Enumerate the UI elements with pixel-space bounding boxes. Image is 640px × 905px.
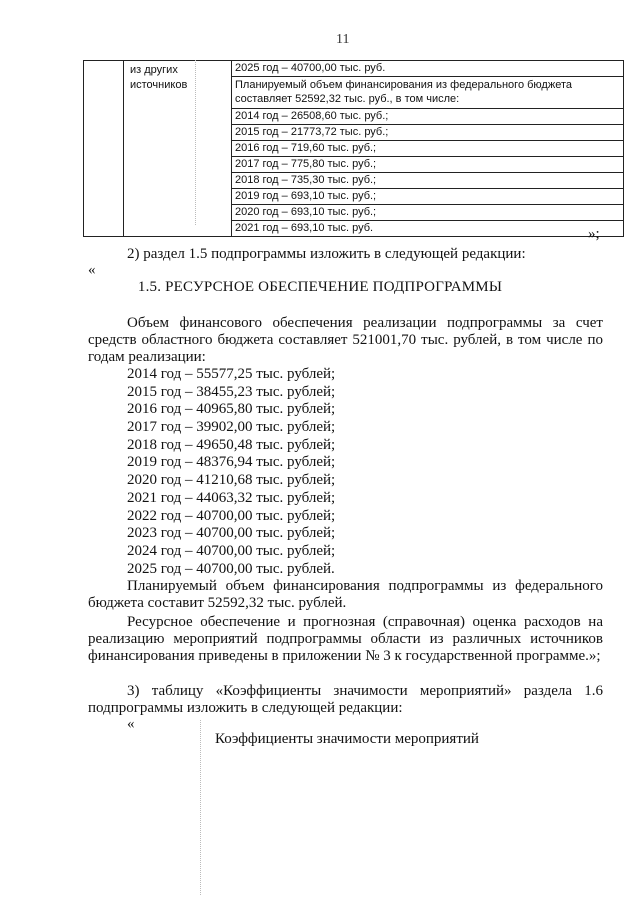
list-item: 2020 год – 41210,68 тыс. рублей;	[127, 472, 336, 489]
closing-quote: »;	[588, 226, 600, 242]
source-label-line-2: источников	[130, 79, 188, 91]
list-item: 2025 год – 40700,00 тыс. рублей.	[127, 560, 335, 577]
section-title: 1.5. РЕСУРСНОЕ ОБЕСПЕЧЕНИЕ ПОДПРОГРАММЫ	[137, 279, 503, 295]
list-item: 2024 год – 40700,00 тыс. рублей;	[127, 542, 336, 559]
item-3-paragraph: 3) таблицу «Коэффициенты значимости мероприятий» раздела 1.6 подпрограммы изложить в следующей редакции:	[88, 683, 603, 716]
financing-line: Планируемый объем финансирования из федерального бюджета составляет 52592,32 тыс. руб., в том числе:	[232, 77, 623, 109]
scan-artifact	[200, 720, 201, 895]
list-item: 2023 год – 40700,00 тыс. рублей;	[127, 525, 336, 542]
financing-line: 2016 год – 719,60 тыс. руб.;	[232, 141, 623, 157]
list-item: 2014 год – 55577,25 тыс. рублей;	[127, 366, 336, 382]
scan-artifact	[195, 60, 196, 225]
financing-line: 2015 год – 21773,72 тыс. руб.;	[232, 125, 623, 141]
list-item: 2017 год – 39902,00 тыс. рублей;	[127, 419, 336, 436]
list-item: 2021 год – 44063,32 тыс. рублей;	[127, 489, 336, 506]
page-number: 11	[336, 32, 350, 47]
federal-paragraph: Планируемый объем финансирования подпрограммы из федерального бюджета составит 52592,32 тыс. рублей.	[88, 578, 603, 611]
item-2-instruction: 2) раздел 1.5 подпрограммы изложить в следующей редакции:	[127, 246, 526, 262]
list-item: 2016 год – 40965,80 тыс. рублей;	[127, 401, 336, 418]
financing-line: 2017 год – 775,80 тыс. руб.;	[232, 157, 623, 173]
list-item: 2015 год – 38455,23 тыс. рублей;	[127, 383, 336, 400]
table-subtitle: Коэффициенты значимости мероприятий	[215, 731, 479, 747]
financing-line: 2021 год – 693,10 тыс. руб.	[235, 222, 374, 234]
opening-quote: «	[88, 262, 96, 278]
financing-line: 2025 год – 40700,00 тыс. руб.	[232, 61, 623, 77]
financing-line: 2018 год – 735,30 тыс. руб.;	[232, 173, 623, 189]
source-label-line-1: из других	[130, 64, 178, 76]
resource-paragraph: Ресурсное обеспечение и прогнозная (справочная) оценка расходов на реализацию мероприятий подпрограммы области из различных источников финансирования приведены в приложении № 3 к государственной программе.»;	[88, 614, 603, 664]
financing-line: 2020 год – 693,10 тыс. руб.;	[232, 205, 623, 221]
year-list	[127, 366, 335, 578]
list-item: 2018 год – 49650,48 тыс. рублей;	[127, 436, 336, 453]
financing-line: 2019 год – 693,10 тыс. руб.;	[232, 189, 623, 205]
financing-table	[83, 60, 624, 237]
opening-quote: «	[127, 716, 135, 732]
source-cell	[124, 61, 232, 237]
list-item: 2019 год – 48376,94 тыс. рублей;	[127, 454, 336, 471]
amounts-cell	[232, 61, 624, 237]
financing-line: 2014 год – 26508,60 тыс. руб.;	[232, 109, 623, 125]
empty-cell	[84, 61, 124, 237]
table-row	[84, 61, 624, 237]
intro-paragraph: Объем финансового обеспечения реализации подпрограммы за счет средств областного бюджета составляет 521001,70 тыс. рублей, в том числе по годам реализации:	[88, 315, 603, 365]
list-item: 2022 год – 40700,00 тыс. рублей;	[127, 507, 336, 524]
